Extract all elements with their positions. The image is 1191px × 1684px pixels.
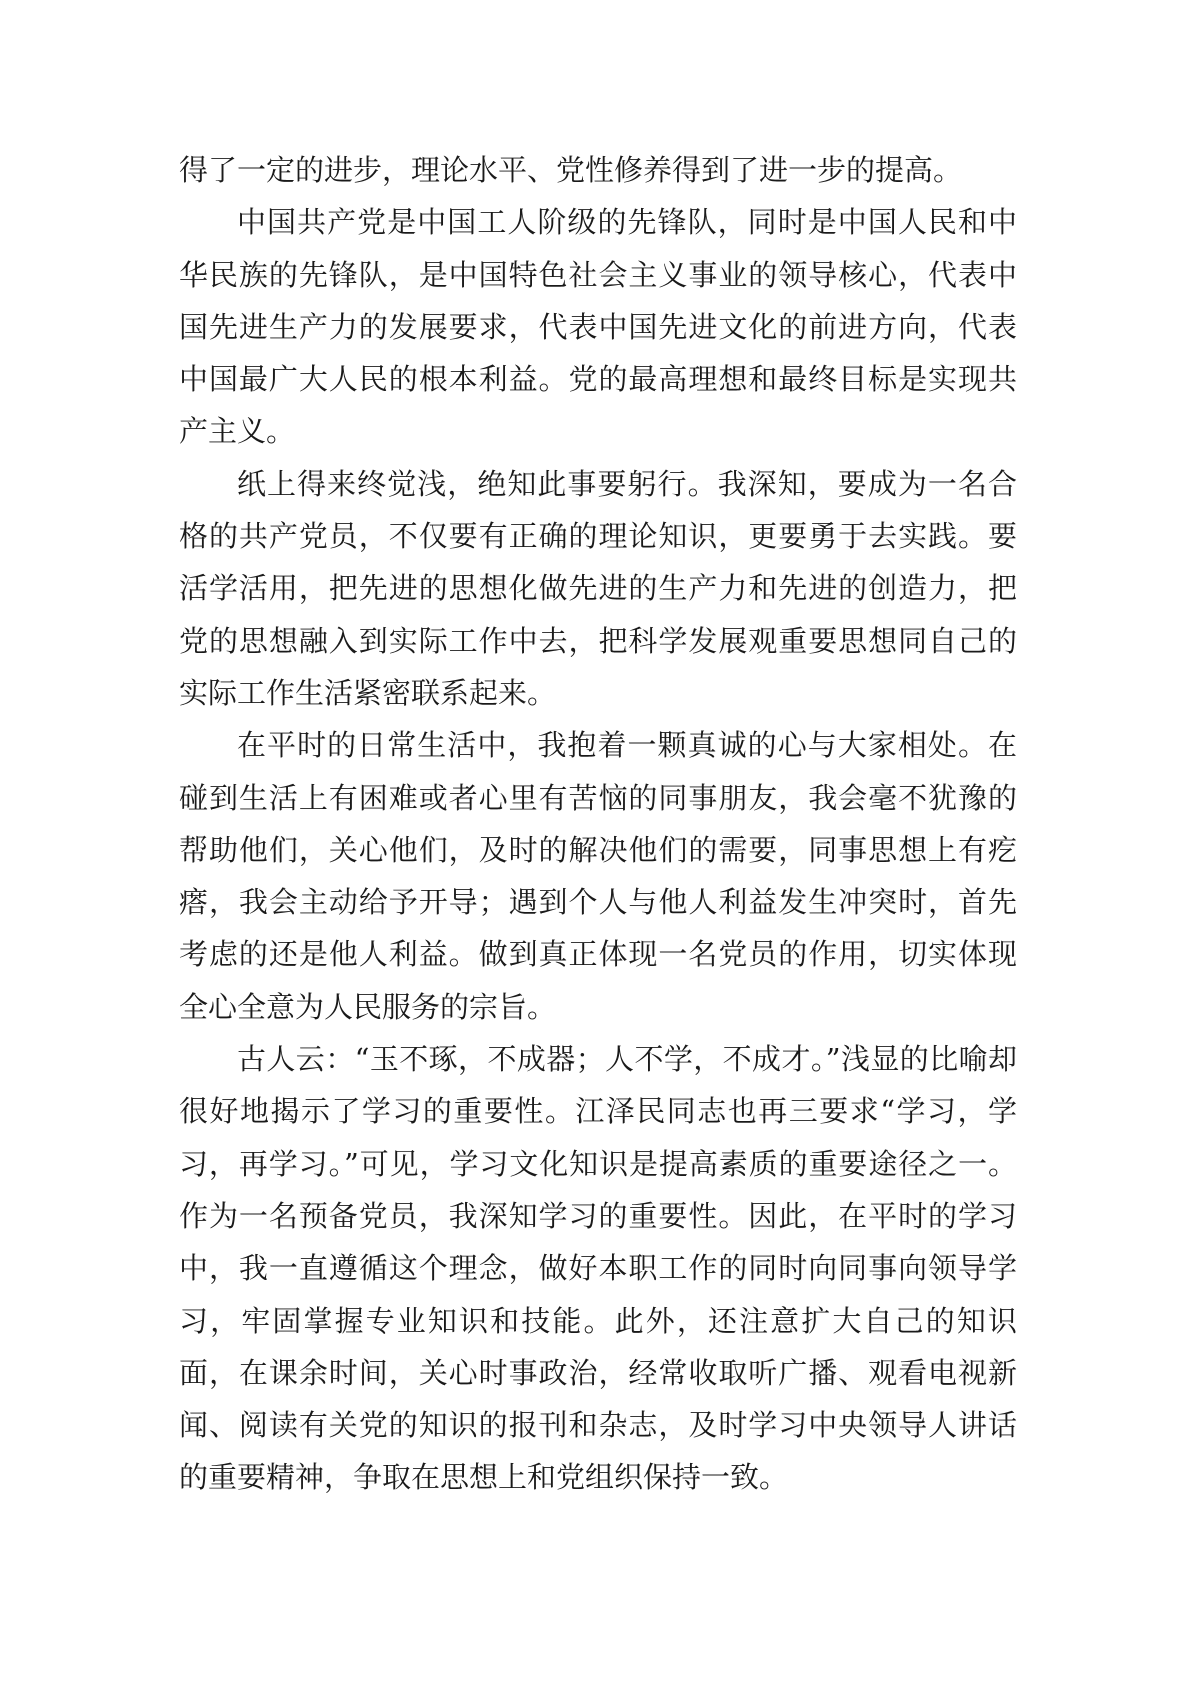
document-body [179,144,1017,1504]
paragraph-practice: 纸上得来终觉浅，绝知此事要躬行。我深知，要成为一名合格的共产党员，不仅要有正确的理论知识，更要勇于去实践。要活学活用，把先进的思想化做先进的生产力和先进的创造力，把党的思想融入到实际工作中去，把科学发展观重要思想同自己的实际工作生活紧密联系起来。 [179,466,1017,710]
paragraph-continued: 得了一定的进步，理论水平、党性修养得到了进一步的提高。 [179,153,963,187]
paragraph-learning: 古人云：“玉不琢，不成器；人不学，不成才。”浅显的比喻却很好地揭示了学习的重要性。江泽民同志也再三要求“学习，学习，再学习。”可见，学习文化知识是提高素质的重要途径之一。作为一名预备党员，我深知学习的重要性。因此，在平时的学习中，我一直遵循这个理念，做好本职工作的同时向同事向领导学习，牢固掌握专业知识和技能。此外，还注意扩大自己的知识面，在课余时间，关心时事政治，经常收取听广播、观看电视新闻、阅读有关党的知识的报刊和杂志，及时学习中央领导人讲话的重要精神，争取在思想上和党组织保持一致。 [179,1042,1017,1495]
paragraph-party-nature: 中国共产党是中国工人阶级的先锋队，同时是中国人民和中华民族的先锋队，是中国特色社会主义事业的领导核心，代表中国先进生产力的发展要求，代表中国先进文化的前进方向，代表中国最广大人民的根本利益。党的最高理想和最终目标是实现共产主义。 [179,205,1017,449]
paragraph-daily-life: 在平时的日常生活中，我抱着一颗真诚的心与大家相处。在碰到生活上有困难或者心里有苦恼的同事朋友，我会毫不犹豫的帮助他们，关心他们，及时的解决他们的需要，同事思想上有疙瘩，我会主动给予开导；遇到个人与他人利益发生冲突时，首先考虑的还是他人利益。做到真正体现一名党员的作用，切实体现全心全意为人民服务的宗旨。 [179,728,1017,1024]
